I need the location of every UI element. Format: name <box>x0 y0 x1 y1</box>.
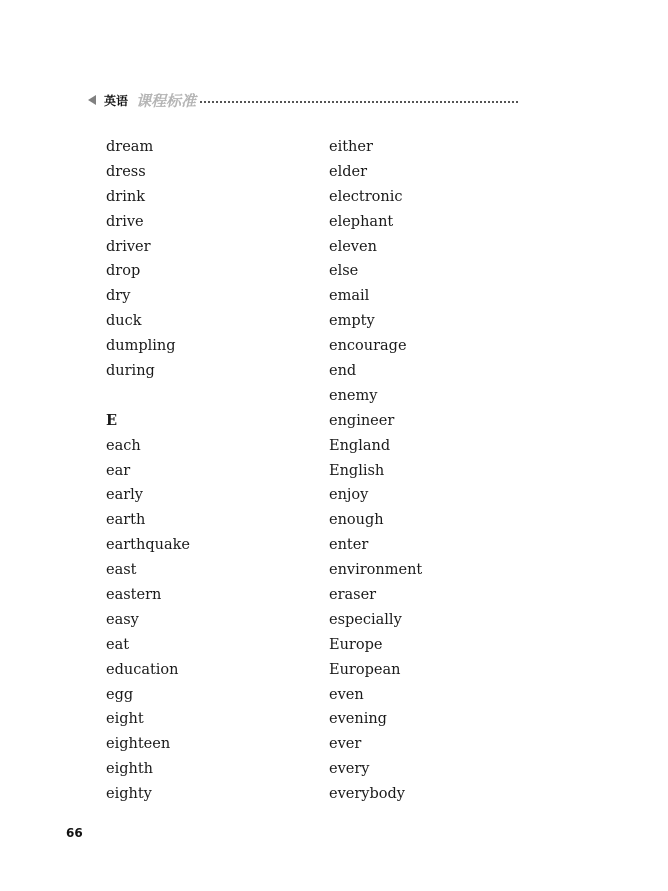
word-entry: eight <box>106 711 144 728</box>
word-entry: especially <box>329 611 402 628</box>
left-arrow-icon <box>88 95 96 105</box>
word-entry: either <box>329 139 373 155</box>
word-entry: eleven <box>329 238 377 255</box>
word-list-spacer <box>106 384 190 409</box>
word-entry: email <box>329 288 370 305</box>
word-entry: elephant <box>329 213 394 230</box>
word-entry: egg <box>106 686 134 703</box>
header-subject: 英语 <box>104 93 129 108</box>
word-entry: earthquake <box>106 537 190 554</box>
word-entry: drive <box>106 213 144 230</box>
word-entry: driver <box>106 238 151 255</box>
word-entry: dress <box>106 163 146 180</box>
word-entry: eighteen <box>106 736 171 753</box>
word-entry: else <box>329 263 359 280</box>
word-entry: dry <box>106 288 131 305</box>
page-number: 66 <box>66 826 83 840</box>
word-entry: encourage <box>329 338 407 355</box>
word-entry: electronic <box>329 188 403 205</box>
word-entry: dream <box>106 139 154 155</box>
word-entry: English <box>329 462 385 479</box>
header-title: 课程标准 <box>136 91 197 110</box>
word-entry: earth <box>106 512 146 529</box>
word-entry: every <box>329 761 370 778</box>
word-entry: environment <box>329 562 423 579</box>
section-letter-heading: E <box>106 411 118 429</box>
word-entry: during <box>106 363 155 380</box>
word-entry: engineer <box>329 412 395 429</box>
word-entry: enemy <box>329 387 378 404</box>
word-entry: ever <box>329 736 362 753</box>
word-entry: even <box>329 686 364 703</box>
word-entry: drink <box>106 188 145 205</box>
word-entry: enough <box>329 512 384 529</box>
word-entry: duck <box>106 313 142 330</box>
word-entry: eat <box>106 636 130 653</box>
word-entry: ear <box>106 462 131 479</box>
word-list-left-column <box>106 135 190 807</box>
header-dotted-rule <box>200 101 518 103</box>
word-entry: each <box>106 437 141 454</box>
word-entry: early <box>106 487 143 504</box>
word-entry: everybody <box>329 786 405 803</box>
word-entry: Europe <box>329 636 383 653</box>
word-entry: elder <box>329 163 368 180</box>
word-entry: eraser <box>329 587 377 604</box>
word-entry: European <box>329 661 401 678</box>
word-entry: drop <box>106 263 141 280</box>
word-entry: dumpling <box>106 338 176 355</box>
word-list-right-column <box>329 135 422 807</box>
word-entry: enjoy <box>329 487 369 504</box>
word-entry: eighth <box>106 761 154 778</box>
word-entry: empty <box>329 313 375 330</box>
word-entry: England <box>329 437 391 454</box>
word-entry: enter <box>329 537 369 554</box>
word-entry: evening <box>329 711 387 728</box>
word-entry: education <box>106 661 179 678</box>
word-entry: east <box>106 562 137 579</box>
running-header <box>88 92 518 108</box>
word-entry: eighty <box>106 786 152 803</box>
word-entry: eastern <box>106 587 162 604</box>
word-entry: end <box>329 363 357 380</box>
word-entry: easy <box>106 611 139 628</box>
